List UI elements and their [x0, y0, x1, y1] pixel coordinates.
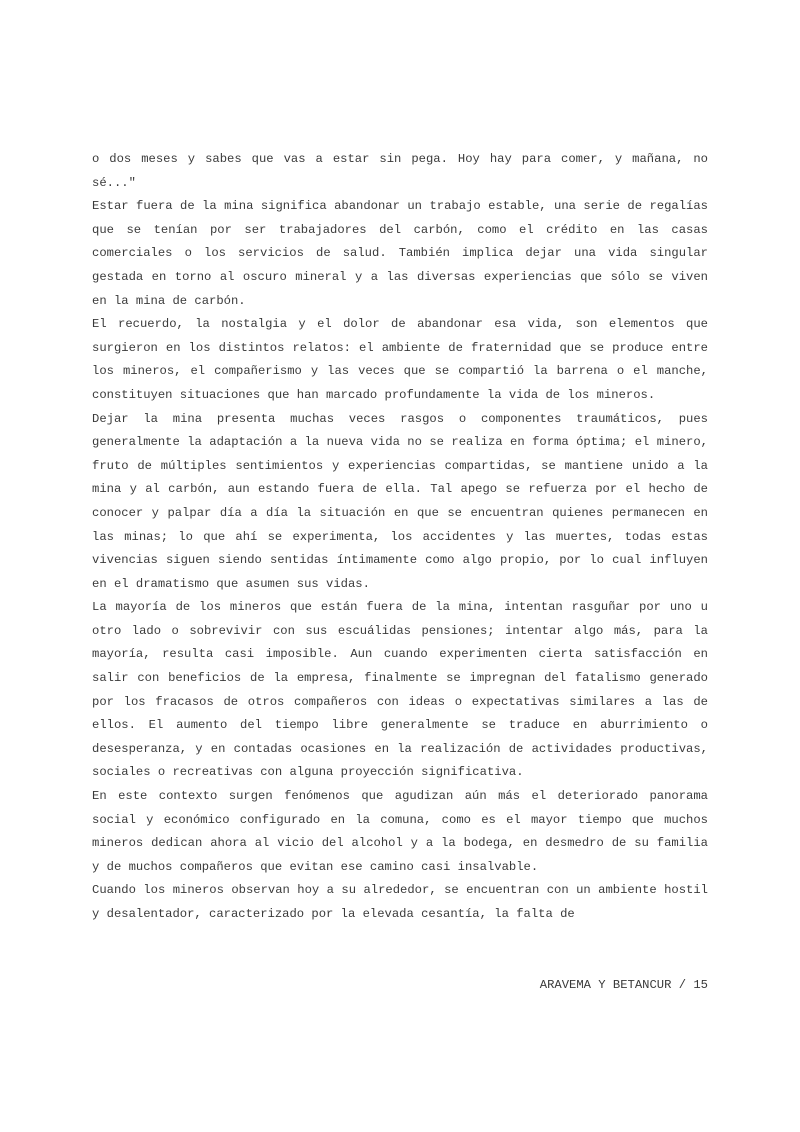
paragraph: La mayoría de los mineros que están fuera de la mina, intentan rasguñar por uno u otro lado o sobrevivir con sus escuálidas pensiones; intentar algo más, para la mayoría, resulta casi imposible. Aun cuando experimenten cierta satisfacción en salir con beneficios de la empresa, finalmente se impregnan del fatalismo generado por los fracasos de otros compañeros con ideas o expectativas similares a las de ellos. El aumento del tiempo libre generalmente se traduce en aburrimiento o desesperanza, y en contadas ocasiones en la realización de actividades productivas, sociales o recreativas con alguna proyección significativa. [92, 600, 708, 780]
page-footer: ARAVEMA Y BETANCUR / 15 [539, 978, 708, 992]
paragraph: Dejar la mina presenta muchas veces rasgos o componentes traumáticos, pues generalmente la adaptación a la nueva vida no se realiza en forma óptima; el minero, fruto de múltiples sentimientos y experiencias compartidas, se mantiene unido a la mina y al carbón, aun estando fuera de ella. Tal apego se refuerza por el hecho de conocer y palpar día a día la situación en que se encuentran quienes permanecen en las minas; lo que ahí se experimenta, los accidentes y las muertes, todas estas vivencias siguen siendo sentidas íntimamente como algo propio, por lo cual influyen en el dramatismo que asumen sus vidas. [92, 411, 708, 591]
paragraph: El recuerdo, la nostalgia y el dolor de abandonar esa vida, son elementos que surgieron en los distintos relatos: el ambiente de fraternidad que se produce entre los mineros, el compañerismo y las veces que se compartió la barrena o el manche, constituyen situaciones que han marcado profundamente la vida de los mineros. [92, 317, 708, 402]
paragraph: Estar fuera de la mina significa abandonar un trabajo estable, una serie de regalías que se tenían por ser trabajadores del carbón, como el crédito en las casas comerciales o los servicios de salud. También implica dejar una vida singular gestada en torno al oscuro mineral y a las diversas experiencias que sólo se viven en la mina de carbón. [92, 199, 708, 308]
paragraph-continuation: o dos meses y sabes que vas a estar sin pega. Hoy hay para comer, y mañana, no sé..." [92, 152, 708, 190]
body-text [92, 148, 708, 927]
paragraph: Cuando los mineros observan hoy a su alrededor, se encuentran con un ambiente hostil y desalentador, caracterizado por la elevada cesantía, la falta de [92, 883, 708, 921]
paragraph: En este contexto surgen fenómenos que agudizan aún más el deteriorado panorama social y económico configurado en la comuna, como es el mayor tiempo que muchos mineros dedican ahora al vicio del alcohol y a la bodega, en desmedro de su familia y de muchos compañeros que evitan ese camino casi insalvable. [92, 789, 708, 874]
